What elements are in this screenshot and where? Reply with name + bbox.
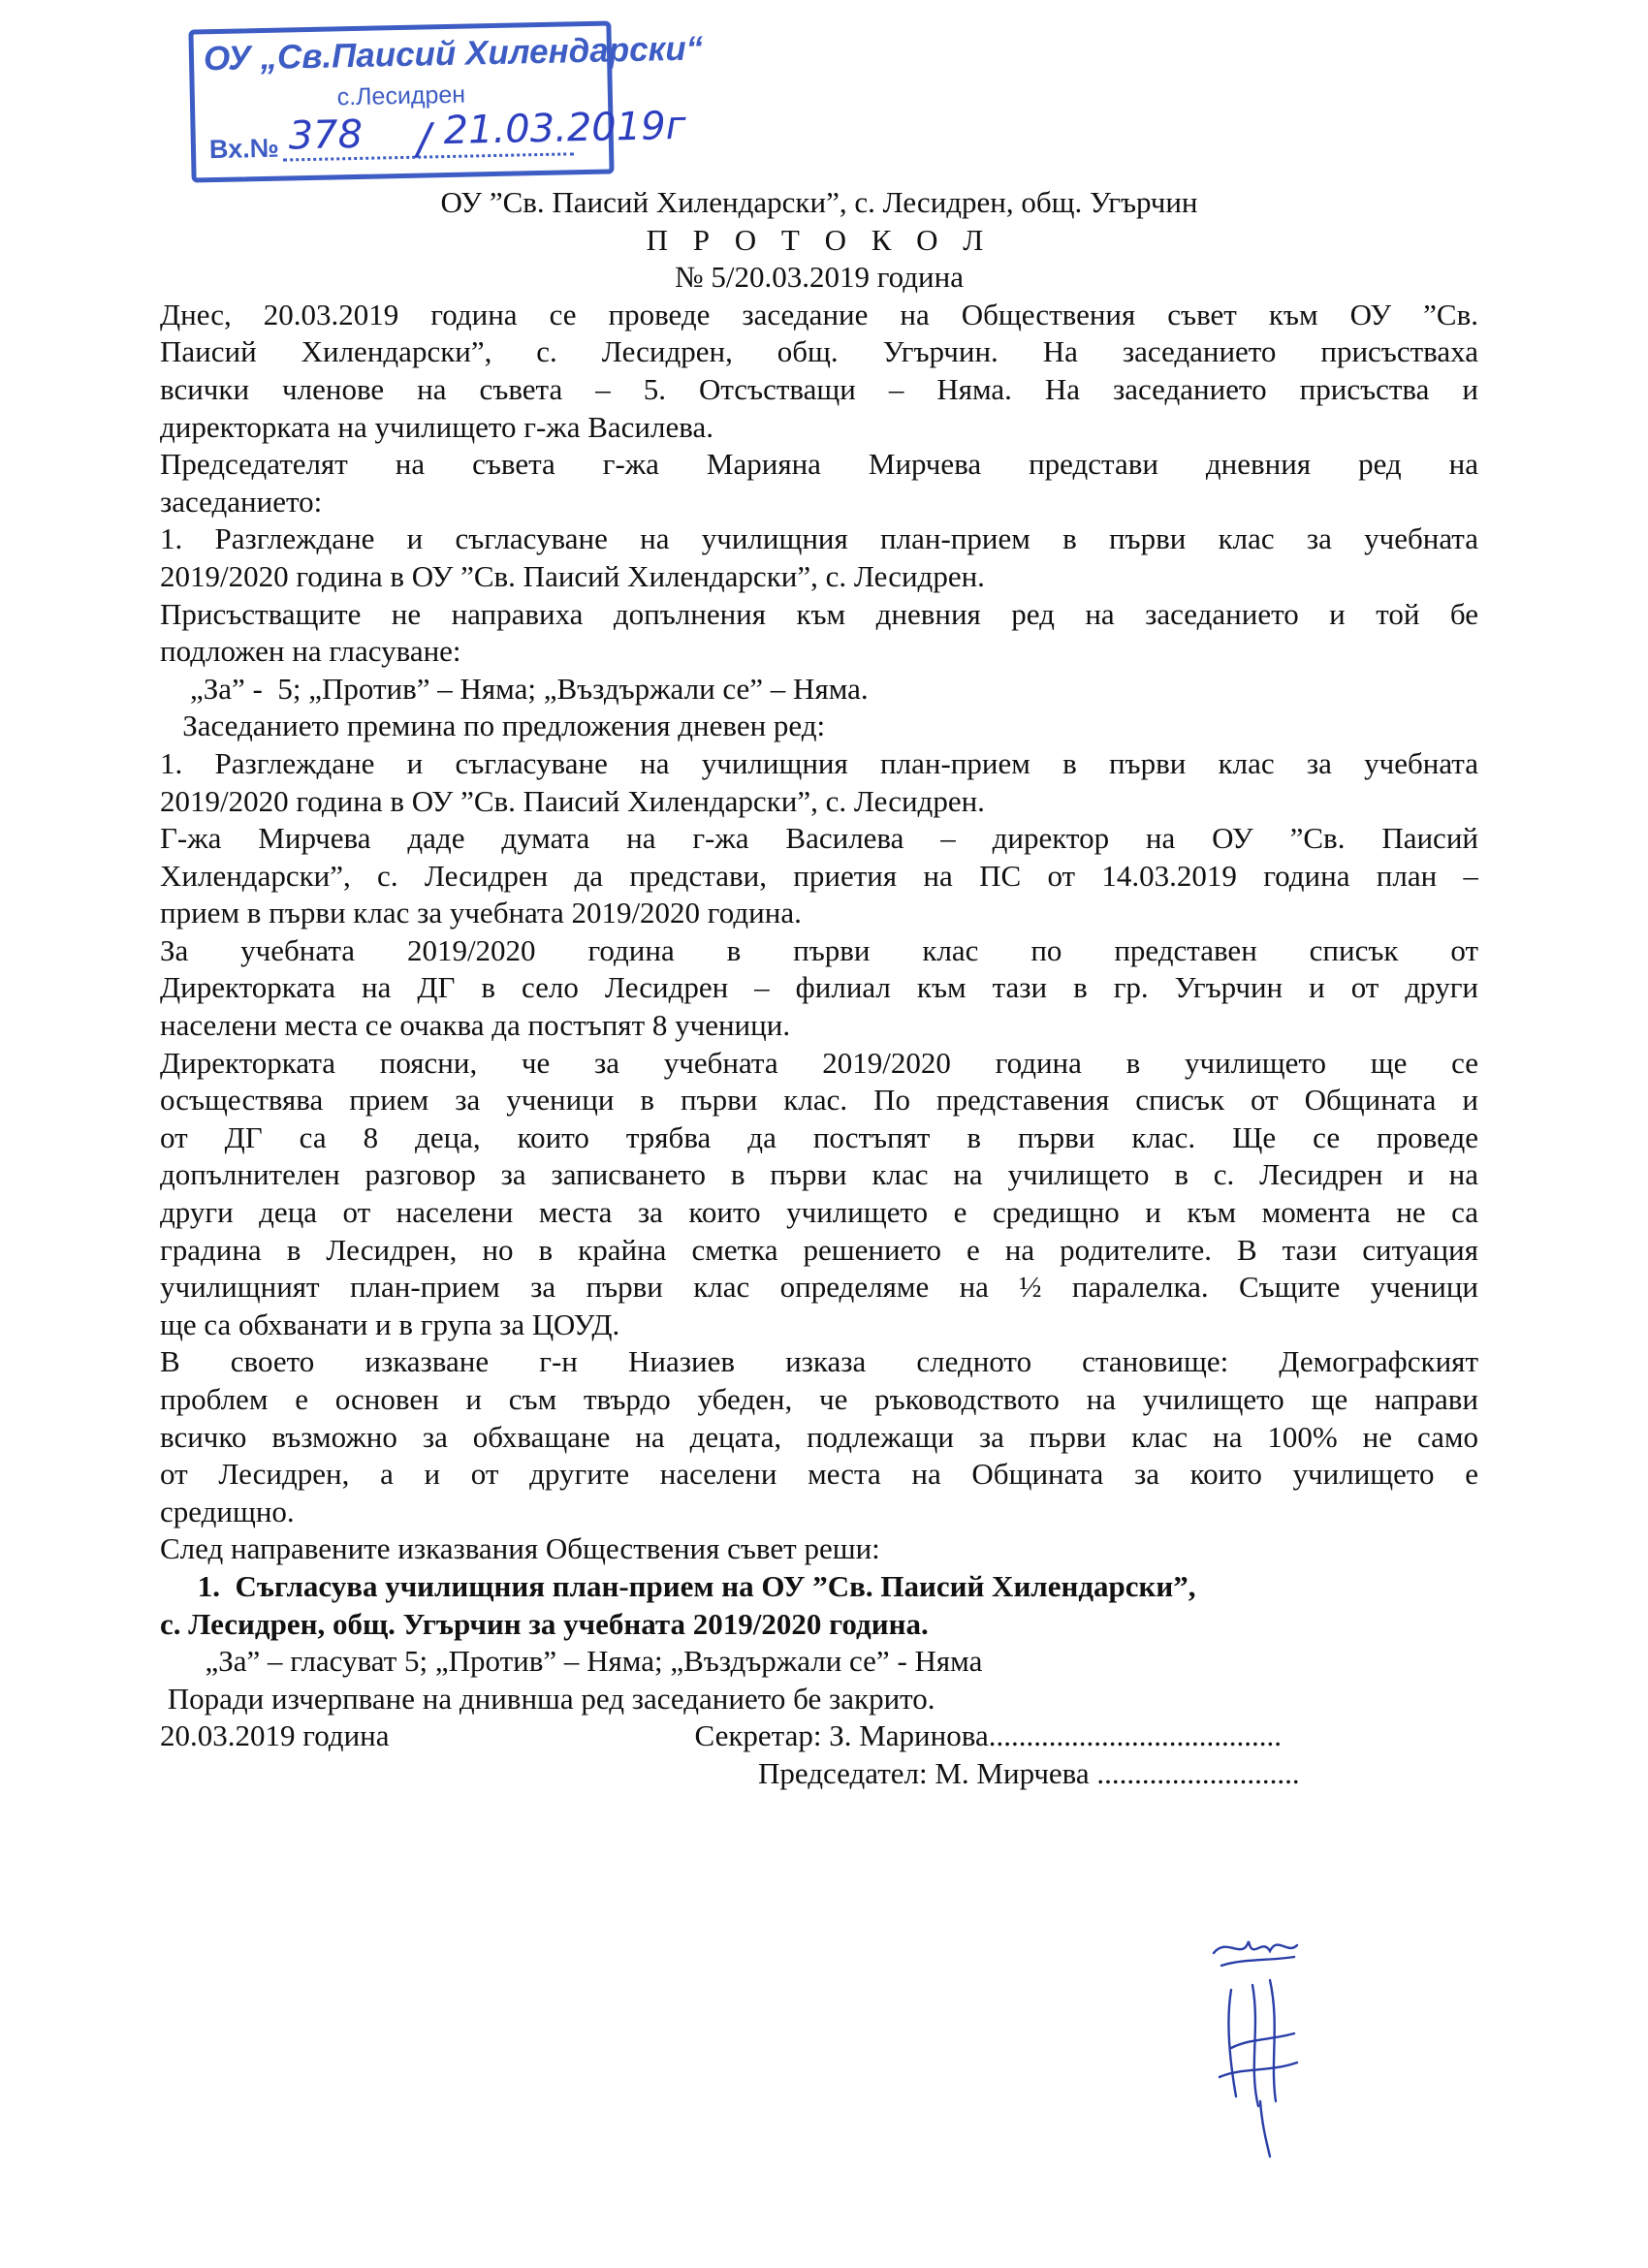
- body-line: от ДГ са 8 деца, които трябва да постъпят в първи клас. Ще се проведе: [160, 1119, 1478, 1154]
- body-line: осъществява прием за ученици в първи клас. По представения списък от Общината и: [160, 1083, 1478, 1118]
- body-line: всичко възможно за обхващане на децата, подлежащи за първи клас на 100% не само: [160, 1419, 1478, 1454]
- stamp-village: с.Лесидрен: [336, 80, 466, 111]
- school-header: ОУ ”Св. Паисий Хилендарски”, с. Лесидрен, общ. Угърчин: [440, 185, 1198, 219]
- body-line: други деца от населени места за които училището е средищно и към момента не са: [160, 1195, 1478, 1230]
- decision-vote: „За” – гласуват 5; „Против” – Няма; „Въздържали се” - Няма: [160, 1644, 983, 1679]
- body-line: училищният план-прием за първи клас определяме на ½ паралелка. Същите ученици: [160, 1270, 1478, 1305]
- body-line: допълнителен разговор за записването в първи клас на училището в с. Лесидрен и на: [160, 1157, 1478, 1192]
- footer-row-secretary: [160, 1717, 1478, 1755]
- body-line: заседанието:: [160, 484, 323, 519]
- decision-line-1: 1. Съгласува училищния план-прием на ОУ ”Св. Паисий Хилендарски”,: [160, 1568, 1196, 1603]
- body-line: градина в Лесидрен, но в крайна сметка решението е на родителите. В тази ситуация: [160, 1232, 1478, 1267]
- body-line: средищно.: [160, 1494, 295, 1528]
- body-line: В своето изказване г-н Ниазиев изказа следното становище: Демографският: [160, 1344, 1478, 1379]
- body-line: След направените изказвания Обществения съвет реши:: [160, 1531, 880, 1566]
- body-line: прием в първи клас за учебната 2019/2020 година.: [160, 896, 802, 930]
- stamp-separator: /: [416, 114, 432, 165]
- decision-line-2: с. Лесидрен, общ. Угърчин за учебната 2019/2020 година.: [160, 1606, 929, 1641]
- protocol-number: № 5/20.03.2019 година: [675, 260, 964, 295]
- body-line: За учебната 2019/2020 година в първи клас по представен списък от: [160, 932, 1478, 967]
- protocol-body: [160, 297, 1478, 1568]
- body-line: Директорката на ДГ в село Лесидрен – филиал към тази в гр. Угърчин и от други: [160, 970, 1478, 1005]
- body-line: Заседанието премина по предложения дневен ред:: [160, 709, 826, 743]
- stamp-reg-label: Вх.№: [208, 133, 280, 165]
- protocol-document: [160, 184, 1478, 1793]
- body-line: всички членове на съвета – 5. Отсъстващи – Няма. На заседанието присъства и: [160, 371, 1478, 406]
- body-line: 1. Разглеждане и съгласуване на училищния план-прием в първи клас за учебната: [160, 745, 1478, 780]
- closing-statement: Поради изчерпване на днивнша ред заседанието бе закрито.: [160, 1681, 935, 1716]
- body-line: от Лесидрен, а и от другите населени места на Общината за които училището е: [160, 1457, 1478, 1492]
- body-line: 1. Разглеждане и съгласуване на училищния план-прием в първи клас за учебната: [160, 521, 1478, 556]
- body-line: Хилендарски”, с. Лесидрен да представи, приетия на ПС от 14.03.2019 година план –: [160, 858, 1478, 893]
- body-line: Председателят на съвета г-жа Марияна Мирчева представи дневния ред на: [160, 447, 1478, 482]
- body-line: населени места се очаква да постъпят 8 ученици.: [160, 1008, 791, 1043]
- secretary-signature-line: Секретар: З. Маринова.......................................: [694, 1718, 1282, 1753]
- body-line: Г-жа Мирчева даде думата на г-жа Василева – директор на ОУ ”Св. Паисий: [160, 821, 1478, 856]
- body-line: подложен на гласуване:: [160, 634, 461, 669]
- stamp-school-name: ОУ „Св.Паисий Хилендарски“: [203, 29, 704, 79]
- handwritten-signature: [1202, 1932, 1309, 2159]
- document-title: П Р О Т О К О Л: [646, 222, 993, 257]
- body-line: Днес, 20.03.2019 година се проведе заседание на Обществения съвет към ОУ ”Св.: [160, 297, 1478, 331]
- body-line: директорката на училището г-жа Василева.: [160, 409, 713, 444]
- stamp-reg-date: 21.03.2019г: [443, 103, 687, 154]
- body-line: Директорката поясни, че за учебната 2019/2020 година в училището ще се: [160, 1045, 1478, 1080]
- body-line: 2019/2020 година в ОУ ”Св. Паисий Хилендарски”, с. Лесидрен.: [160, 558, 985, 593]
- chairman-signature-line: Председател: М. Мирчева ...........................: [758, 1755, 1300, 1790]
- footer-date: 20.03.2019 година: [160, 1718, 390, 1753]
- body-line: ще са обхванати и в група за ЦОУД.: [160, 1307, 620, 1341]
- body-line: Присъстващите не направиха допълнения към дневния ред на заседанието и той бе: [160, 596, 1478, 631]
- body-line: „За” - 5; „Против” – Няма; „Въздържали се” – Няма.: [160, 671, 869, 706]
- registry-stamp: [188, 20, 704, 182]
- body-line: Паисий Хилендарски”, с. Лесидрен, общ. Угърчин. На заседанието присъстваха: [160, 334, 1478, 369]
- stamp-reg-number: 378: [288, 111, 364, 159]
- footer-row-chairman: [160, 1755, 1478, 1793]
- body-line: 2019/2020 година в ОУ ”Св. Паисий Хилендарски”, с. Лесидрен.: [160, 783, 985, 818]
- body-line: проблем е основен и съм твърдо убеден, че ръководството на училището ще направи: [160, 1382, 1478, 1416]
